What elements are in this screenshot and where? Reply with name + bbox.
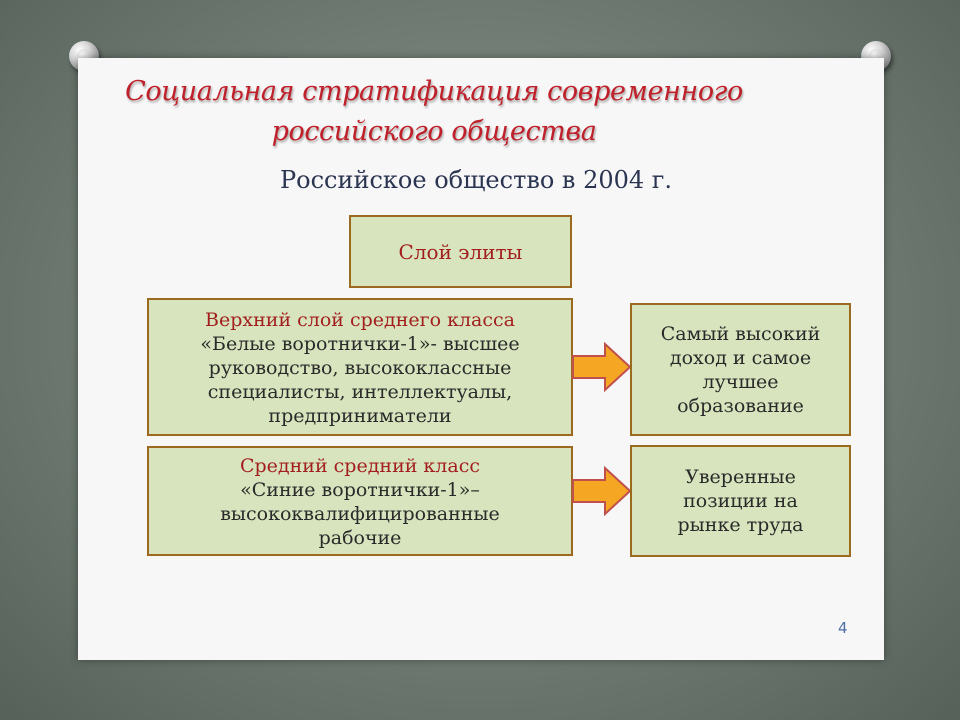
middle-middle-class-heading: Средний средний класс — [239, 455, 480, 477]
upper-middle-class-line-1: «Белые воротнички-1»- высшее — [200, 333, 520, 355]
middle-middle-class-box — [147, 446, 573, 556]
middle-outcome-line-3: рынке труда — [677, 514, 804, 536]
elite-layer-box — [349, 215, 572, 288]
subtitle: Российское общество в 2004 г. — [280, 166, 672, 194]
middle-outcome-box — [630, 445, 851, 557]
middle-middle-class-line-1: «Синие воротнички-1»– — [240, 479, 480, 501]
upper-outcome-line-1: Самый высокий — [660, 322, 821, 345]
title-line-1: Социальная стратификация современного — [125, 76, 743, 107]
elite-layer-label: Слой элиты — [398, 239, 523, 264]
upper-middle-class-heading: Верхний слой среднего класса — [205, 309, 515, 331]
title-line-2: российского общества — [271, 116, 597, 147]
middle-outcome-line-1: Уверенные — [685, 466, 796, 488]
middle-outcome-line-2: позиции на — [683, 490, 798, 512]
upper-middle-class-line-2: руководство, высококлассные — [208, 357, 512, 379]
middle-middle-class-line-2: высококвалифицированные — [220, 503, 500, 525]
upper-middle-class-line-3: специалисты, интеллектуалы, — [207, 381, 513, 403]
upper-middle-class-line-4: предприниматели — [268, 405, 452, 427]
upper-middle-class-box — [147, 298, 573, 436]
upper-outcome-line-4: образование — [677, 394, 804, 417]
right-arrow-icon — [572, 466, 632, 516]
upper-outcome-box — [630, 303, 851, 436]
upper-outcome-line-3: лучшее — [702, 370, 779, 393]
right-arrow-icon — [572, 342, 632, 392]
page-number: 4 — [838, 619, 848, 637]
upper-outcome-line-2: доход и самое — [669, 346, 812, 369]
middle-middle-class-line-3: рабочие — [318, 527, 402, 549]
